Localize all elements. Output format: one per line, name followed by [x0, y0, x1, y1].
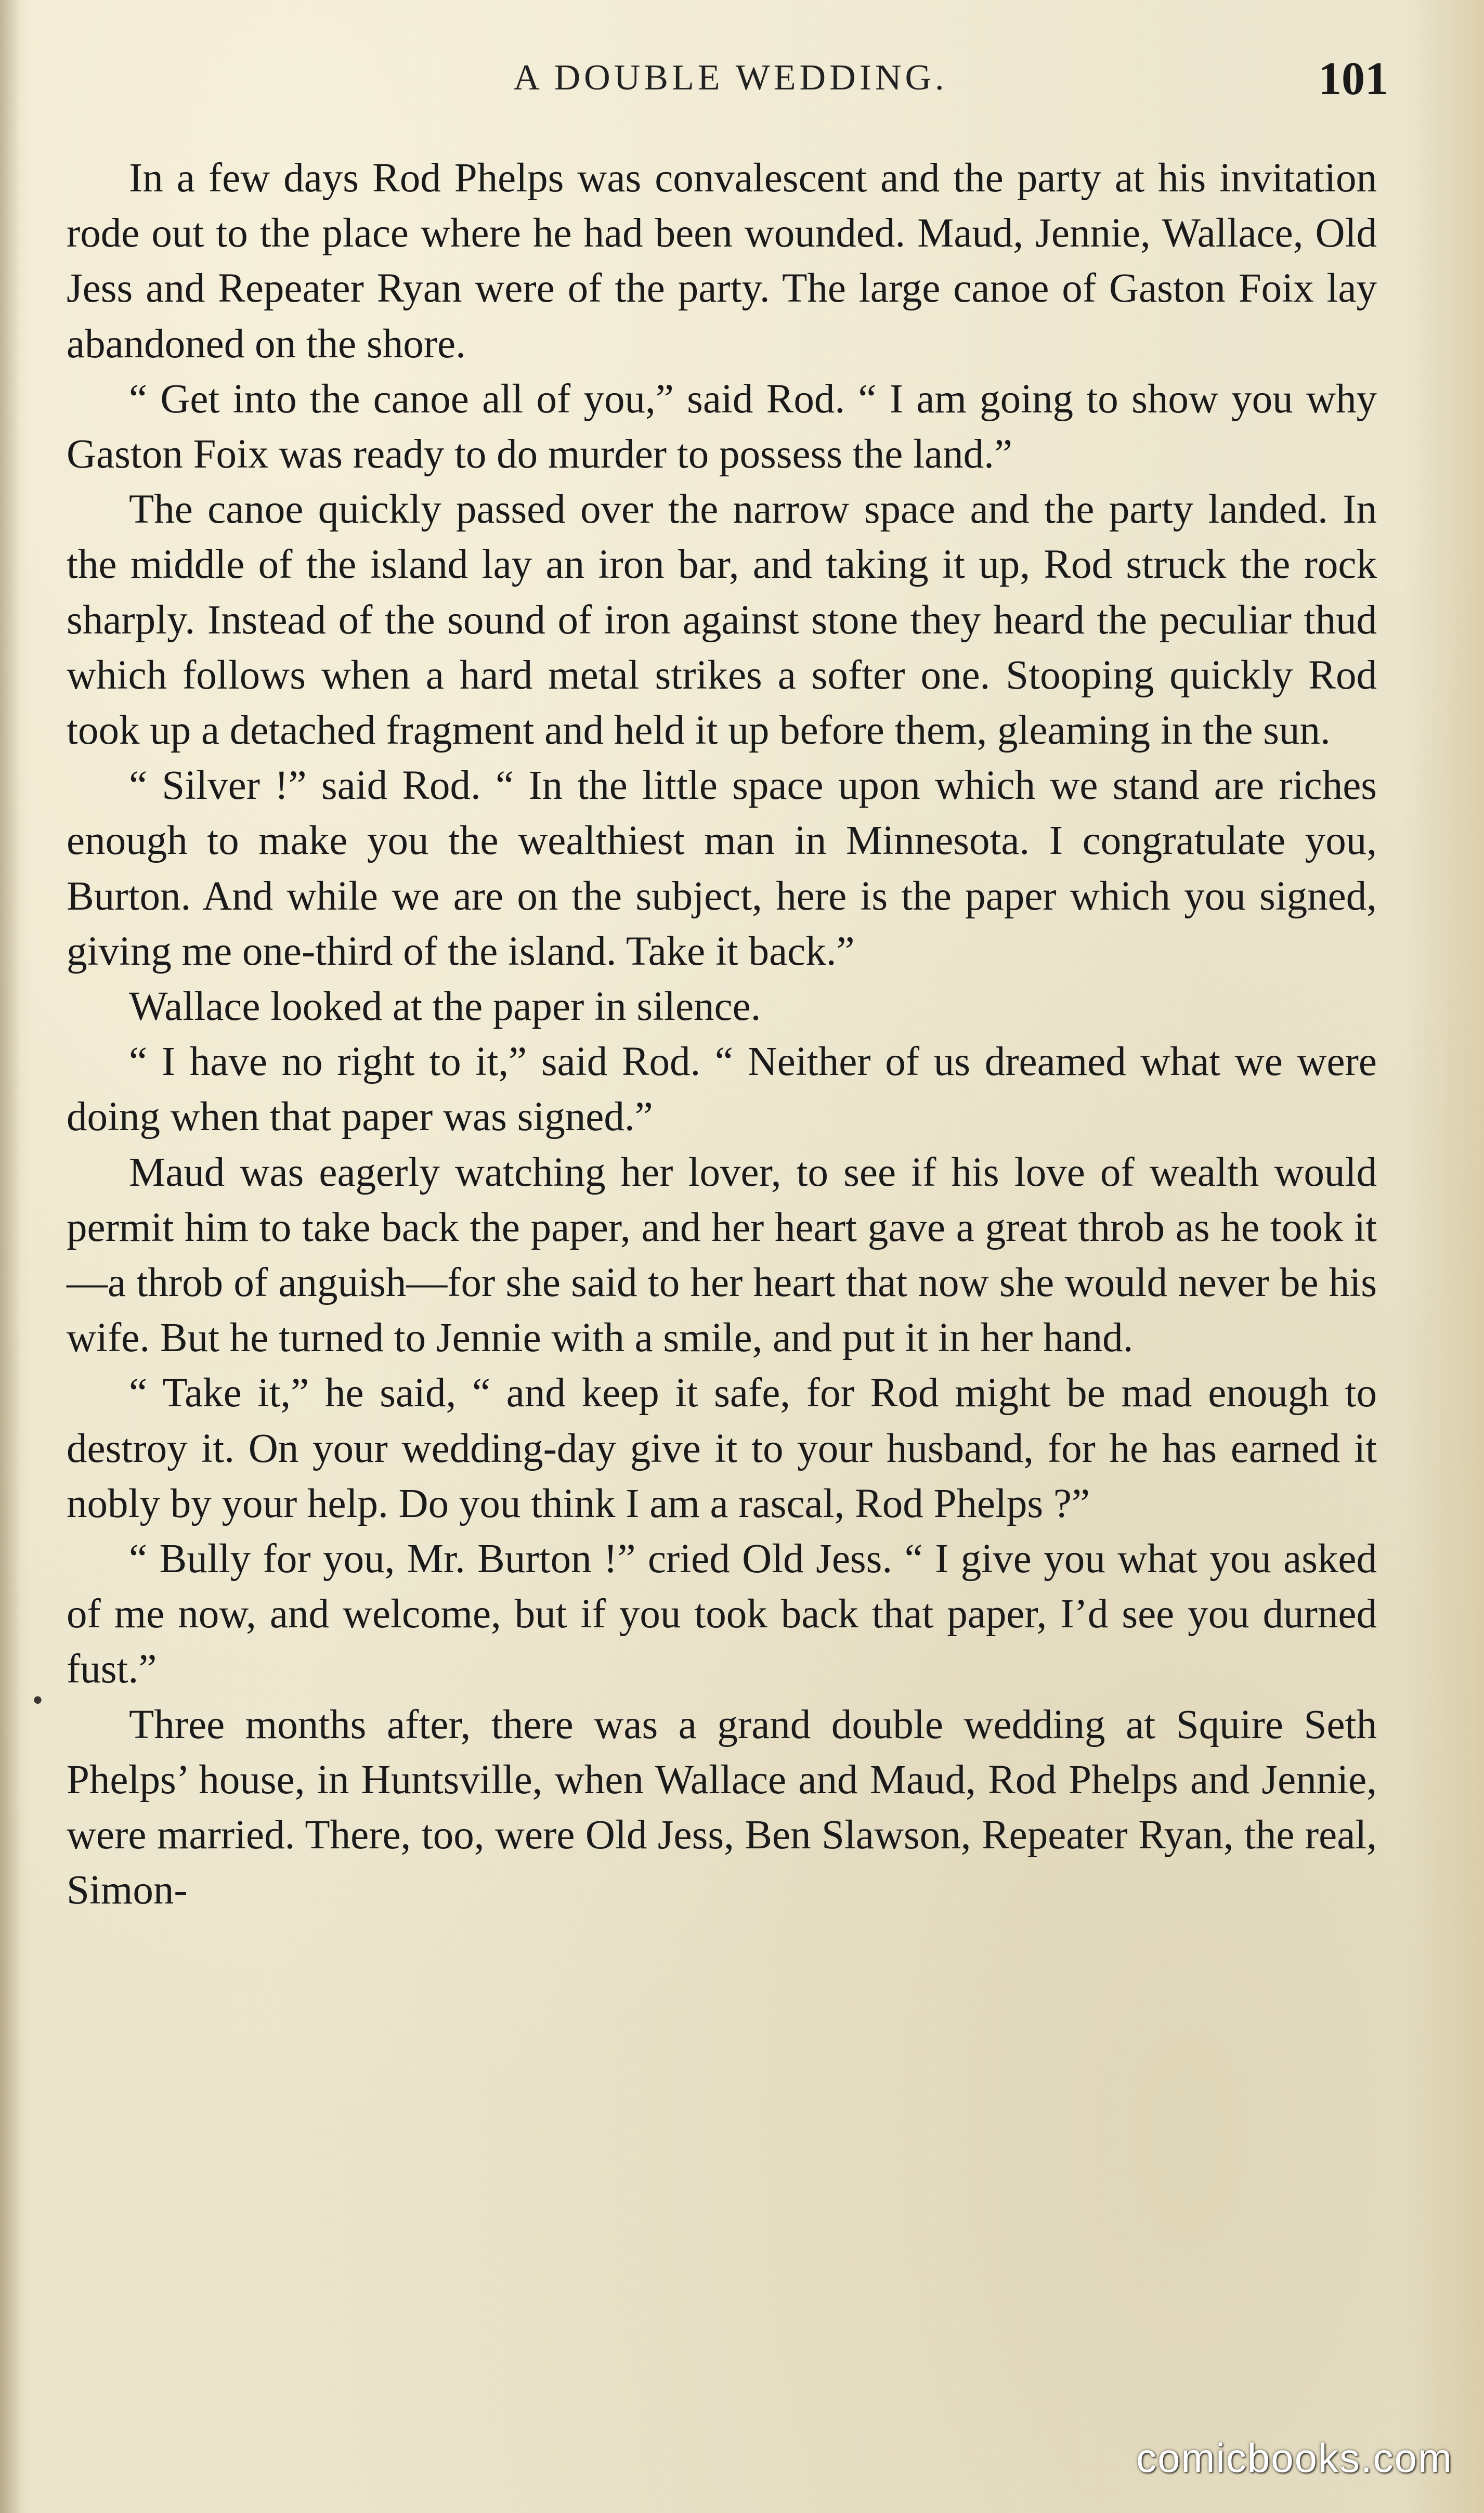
paragraph: “ Get into the canoe all of you,” said Rod. “ I am going to show you why Gaston Foix was ready to do murder to possess the land.” [67, 376, 1377, 477]
spine-shadow [0, 0, 21, 2513]
page-number: 101 [1318, 53, 1388, 105]
margin-mark: • [32, 1683, 44, 1717]
watermark: comicbooks.com [1136, 2435, 1453, 2481]
paragraph: Three months after, there was a grand double wedding at Squire Seth Phelps’ house, in Huntsville, when Wallace and Maud, Rod Phelps and Jennie, were married. There, too, were Old Jess, Ben Slawson, Repeater Ryan, the real, Simon- [67, 1702, 1377, 1913]
running-head: A DOUBLE WEDDING. [513, 58, 948, 98]
paragraph: Maud was eagerly watching her lover, to see if his love of wealth would permit him to take back the paper, and her heart gave a great throb as he took it—a throb of anguish—for she said to her heart that now she would never be his wife. But he turned to Jennie with a smile, and put it in her hand. [67, 1149, 1377, 1361]
paragraph: “ Take it,” he said, “ and keep it safe, for Rod might be mad enough to destroy it. On your wedding-day give it to your husband, for he has earned it nobly by your help. Do you think I am a rascal, Rod Phelps ?” [67, 1370, 1377, 1526]
page-header [73, 52, 1388, 109]
paragraph: Wallace looked at the paper in silence. [129, 984, 761, 1030]
paragraph: The canoe quickly passed over the narrow space and the party landed. In the middle of the island lay an iron bar, and taking it up, Rod struck the rock sharply. Instead of the sound of iron against stone they heard the peculiar thud which follows when a hard metal strikes a softer one. Stooping quickly Rod took up a detached fragment and held it up before them, gleaming in the sun. [67, 487, 1377, 754]
paragraph: “ Silver !” said Rod. “ In the little space upon which we stand are riches enough to make you the wealthiest man in Minnesota. I congratulate you, Burton. And while we are on the subject, here is the paper which you signed, giving me one-third of the island. Take it back.” [67, 763, 1377, 974]
paragraph: “ I have no right to it,” said Rod. “ Neither of us dreamed what we were doing when that paper was signed.” [67, 1039, 1377, 1140]
paragraph: “ Bully for you, Mr. Burton !” cried Old Jess. “ I give you what you asked of me now, and welcome, but if you took back that paper, I’d see you durned fust.” [67, 1536, 1377, 1692]
paragraph: In a few days Rod Phelps was convalescent and the party at his invitation rode out to the place where he had been wounded. Maud, Jennie, Wallace, Old Jess and Repeater Ryan were of the party. The large canoe of Gaston Foix lay abandoned on the shore. [67, 156, 1377, 367]
body-text [67, 151, 1377, 1919]
